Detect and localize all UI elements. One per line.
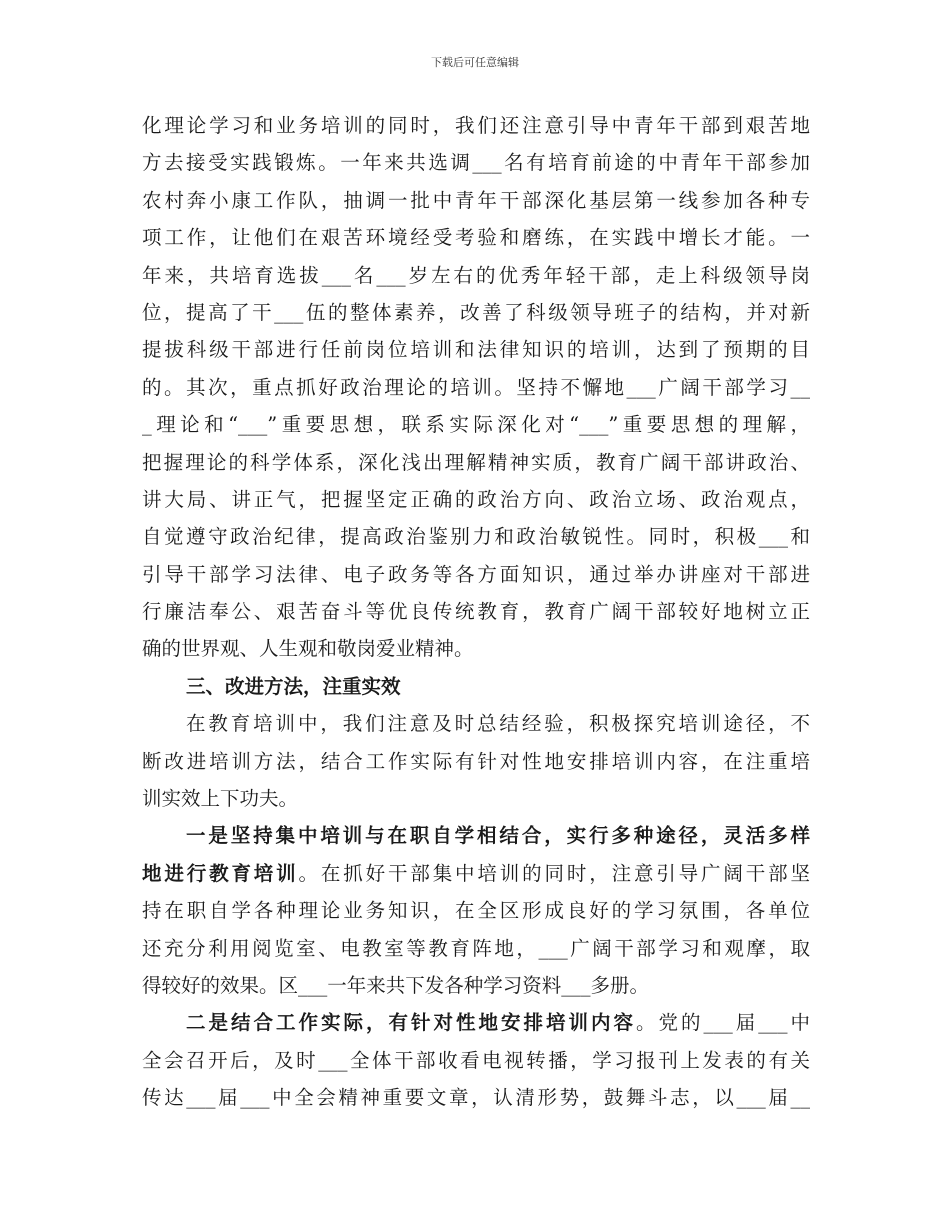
text-segment: 化理论学习和业务培训的同时，我们还注意引导中青年干部到艰苦地 [142,114,810,137]
text-line [142,144,810,181]
text-line [142,630,810,667]
text-segment: 在教育培训中，我们注意及时总结经验，积极探究培训途径，不 [186,712,810,736]
text-line [142,855,810,892]
text-segment: 年来，共培育选拔___名___岁左右的优秀年轻干部，走上科级领导岗 [142,263,810,287]
text-segment: 提拔科级干部进行任前岗位培训和法律知识的培训，达到了预期的目 [142,338,810,362]
bold-text-segment: 一是坚持集中培训与在职自学相结合，实行多种途径，灵活多样 [186,824,810,848]
text-segment: 断改进培训方法，结合工作实际有针对性地安排培训内容，在注重培 [142,749,810,773]
text-line [142,257,810,294]
text-line [142,294,810,331]
text-line [142,331,810,368]
text-line [142,1079,810,1116]
bold-text-segment: 二是结合工作实际，有针对性地安排培训内容 [186,1011,636,1035]
text-segment: 持在职自学各种理论业务知识，在全区形成良好的学习氛围，各单位 [142,899,810,923]
text-segment: 自觉遵守政治纪律，提高政治鉴别力和政治敏锐性。同时，积极___和 [142,525,810,549]
text-segment: 确的世界观、人生观和敬岗爱业精神。 [142,637,474,661]
text-line [142,930,810,967]
document-body [142,107,810,1117]
text-line [142,556,810,593]
text-line [142,444,810,481]
text-segment: 项工作，让他们在艰苦环境经受考验和磨练，在实践中增长才能。一 [142,226,810,250]
text-segment: 引导干部学习法律、电子政务等各方面知识，通过举办讲座对干部进 [142,562,810,586]
text-line [142,1004,810,1041]
text-segment: 把握理论的科学体系，深化浅出理解精神实质，教育广阔干部讲政治、 [142,450,810,474]
text-line [142,481,810,518]
text-segment: _理论和“___”重要思想，联系实际深化对“___”重要思想的理解， [142,413,810,437]
text-line [142,406,810,443]
text-line [142,593,810,630]
text-line [142,107,810,144]
text-segment: 讲大局、讲正气，把握坚定正确的政治方向、政治立场、政治观点， [142,487,810,511]
page-header: 下载后可任意编辑 [431,56,519,69]
text-line [142,705,810,742]
text-line [142,369,810,406]
text-segment: 方去接受实践锻炼。一年来共选调___名有培育前途的中青年干部参加 [142,151,810,175]
text-line [142,892,810,929]
text-segment: 全会召开后，及时___全体干部收看电视转播，学习报刊上发表的有关 [142,1048,810,1072]
bold-text-segment: 三、改进方法，注重实效 [186,674,401,698]
text-line [142,743,810,780]
text-segment: 还充分利用阅览室、电教室等教育阵地，___广阔干部学习和观摩，取 [142,936,810,960]
text-line [142,780,810,817]
bold-text-segment: 地进行教育培训 [142,861,299,885]
text-line [142,967,810,1004]
text-segment: 行廉洁奉公、艰苦奋斗等优良传统教育，教育广阔干部较好地树立正 [142,600,810,624]
text-line [142,518,810,555]
text-segment: 位，提高了干___伍的整体素养，改善了科级领导班子的结构，并对新 [142,300,810,324]
text-segment: 传达___届___中全会精神重要文章，认清形势，鼓舞斗志，以___届__ [142,1086,810,1110]
text-segment: 。党的___届___中 [635,1011,810,1035]
text-segment: 得较好的效果。区___一年来共下发各种学习资料___多册。 [142,973,650,997]
text-segment: 。在抓好干部集中培训的同时，注意引导广阔干部坚 [298,861,810,885]
text-line [142,219,810,256]
text-line [142,668,810,705]
text-line [142,182,810,219]
text-segment: 农村奔小康工作队，抽调一批中青年干部深化基层第一线参加各种专 [142,188,810,212]
text-line [142,817,810,854]
text-segment: 的。其次，重点抓好政治理论的培训。坚持不懈地___广阔干部学习__ [142,375,810,399]
text-line [142,1042,810,1079]
text-segment: 训实效上下功夫。 [142,787,299,811]
